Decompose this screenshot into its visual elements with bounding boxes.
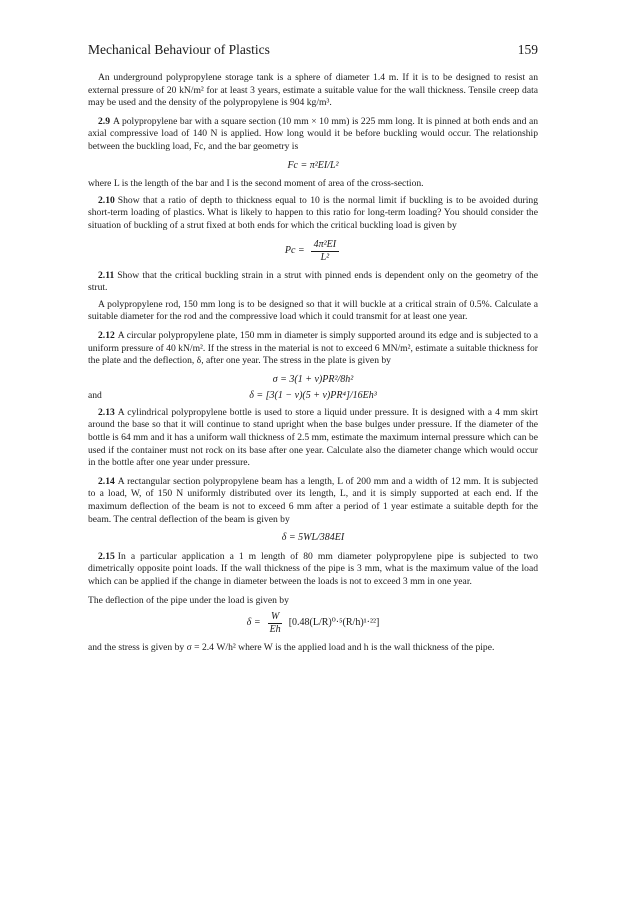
equation-beam-deflection: δ = 5WL/384EI [281, 532, 345, 544]
equation-plate-stress: σ = 3(1 + ν)PR²/8h² [272, 373, 354, 385]
problem-2-11 [88, 270, 538, 295]
problem-text: A polypropylene bar with a square section (10 mm × 10 mm) is 225 mm long. It is pinned at both ends and an axial compressive load of 140 N is applied. How long would it be before buckling would occur. The relationship between the buckling load, Fc, and the bar geometry is [88, 115, 538, 152]
problem-number: 2.12 [98, 329, 115, 341]
running-head-title: Mechanical Behaviour of Plastics [88, 42, 270, 57]
running-head [88, 42, 538, 58]
paragraph-pipe-deflection: The deflection of the pipe under the load is given by [88, 594, 289, 606]
equation-fraction [267, 611, 284, 636]
body-text [88, 72, 538, 655]
page-number: 159 [517, 42, 538, 57]
page [88, 42, 538, 659]
equation-fraction [311, 239, 339, 264]
problem-number: 2.11 [98, 269, 115, 281]
fraction-numerator: 4π²EI [311, 239, 339, 252]
equation-plate-deflection: δ = [3(1 − ν)(5 + ν)PR⁴]/16Eh³ [249, 390, 377, 402]
equation-stress-row [88, 374, 538, 387]
paragraph-tank: An underground polypropylene storage tank is a sphere of diameter 1.4 m. If it is to be designed to resist an external pressure of 20 kN/m² for at least 3 years, estimate a suitable value for the wall thickness. Tensile creep data may be used and the density of the polypropylene is 904 kg/m³. [88, 72, 538, 109]
equation-lhs: δ = [246, 617, 261, 629]
problem-number: 2.10 [98, 194, 115, 206]
paragraph-pipe-stress: and the stress is given by σ = 2.4 W/h² where W is the applied load and h is the wall thickness of the pipe. [88, 642, 495, 654]
equation-pipe-deflection [88, 611, 538, 636]
fraction-denominator: L² [320, 251, 330, 263]
equation-deflection-row [88, 390, 538, 403]
equation-critical-load [88, 239, 538, 264]
equation-and-label: and [88, 390, 102, 402]
problem-number: 2.9 [98, 115, 110, 127]
problem-number: 2.14 [98, 475, 115, 487]
fraction-numerator: W [268, 611, 282, 624]
problem-text: Show that the critical buckling strain in a strut with pinned ends is dependent only on the geometry of the strut. [88, 269, 538, 294]
problem-2-14 [88, 476, 538, 526]
problem-text: A cylindrical polypropylene bottle is used to store a liquid under pressure. It is designed with a 4 mm skirt around the base so that it will continue to stand upright when the base bulges under pressure. If the diameter of the bottle is 64 mm and it has a uniform wall thickness of 2.5 mm, estimate the maximum internal pressure which can be used if the container must not rock on its base after one year. Calculate also the diameter change which would occur in the bottle after one year under pressure. [88, 406, 538, 469]
fraction-denominator: Eh [269, 624, 281, 636]
problem-2-12 [88, 330, 538, 368]
equation-lhs: Pc = [284, 244, 305, 256]
paragraph-where: where L is the length of the bar and I is the second moment of area of the cross-section. [88, 178, 424, 190]
problem-2-15 [88, 551, 538, 589]
equation-buckling-load: Fc = π²EI/L² [287, 159, 339, 171]
problem-number: 2.15 [98, 550, 115, 562]
problem-text: A rectangular section polypropylene beam has a length, L of 200 mm and a width of 12 mm. It is subjected to a load, W, of 150 N uniformly distributed over its length, L, and it is simply supported at each end. If the maximum deflection of the beam is not to exceed 6 mm after a period of 1 year estimate a suitable depth for the beam. The central deflection of the beam is given by [88, 475, 538, 525]
problem-text: A circular polypropylene plate, 150 mm in diameter is simply supported around its edge and is subjected to a uniform pressure of 40 kN/m². If the stress in the material is not to exceed 6 MN/m², estimate a suitable thickness for the plate and the deflection, δ, after one year. The stress in the plate is given by [88, 329, 538, 367]
problem-2-10 [88, 195, 538, 233]
problem-text: In a particular application a 1 m length of 80 mm diameter polypropylene pipe is subjected to two dimetrically opposite point loads. If the wall thickness of the pipe is 3 mm, what is the maximum value of the load which can be applied if the change in diameter between the loads is not to exceed 3 mm in one year. [88, 550, 538, 587]
problem-number: 2.13 [98, 406, 115, 418]
equation-rhs: [0.48(L/R)⁰·⁵(R/h)¹·²²] [288, 617, 380, 629]
problem-2-9 [88, 116, 538, 154]
problem-text: Show that a ratio of depth to thickness equal to 10 is the normal limit if buckling is to be avoided during short-term loading of plastics. What is likely to happen to this ratio for long-term loading? You should consider the situation of buckling of a strut fixed at both ends for which the critical buckling load is given by [88, 194, 538, 231]
problem-2-13 [88, 407, 538, 470]
paragraph-rod: A polypropylene rod, 150 mm long is to be designed so that it will buckle at a critical strain of 0.5%. Calculate a suitable diameter for the rod and the compressive load which it could transmit for at least one year. [88, 298, 538, 323]
